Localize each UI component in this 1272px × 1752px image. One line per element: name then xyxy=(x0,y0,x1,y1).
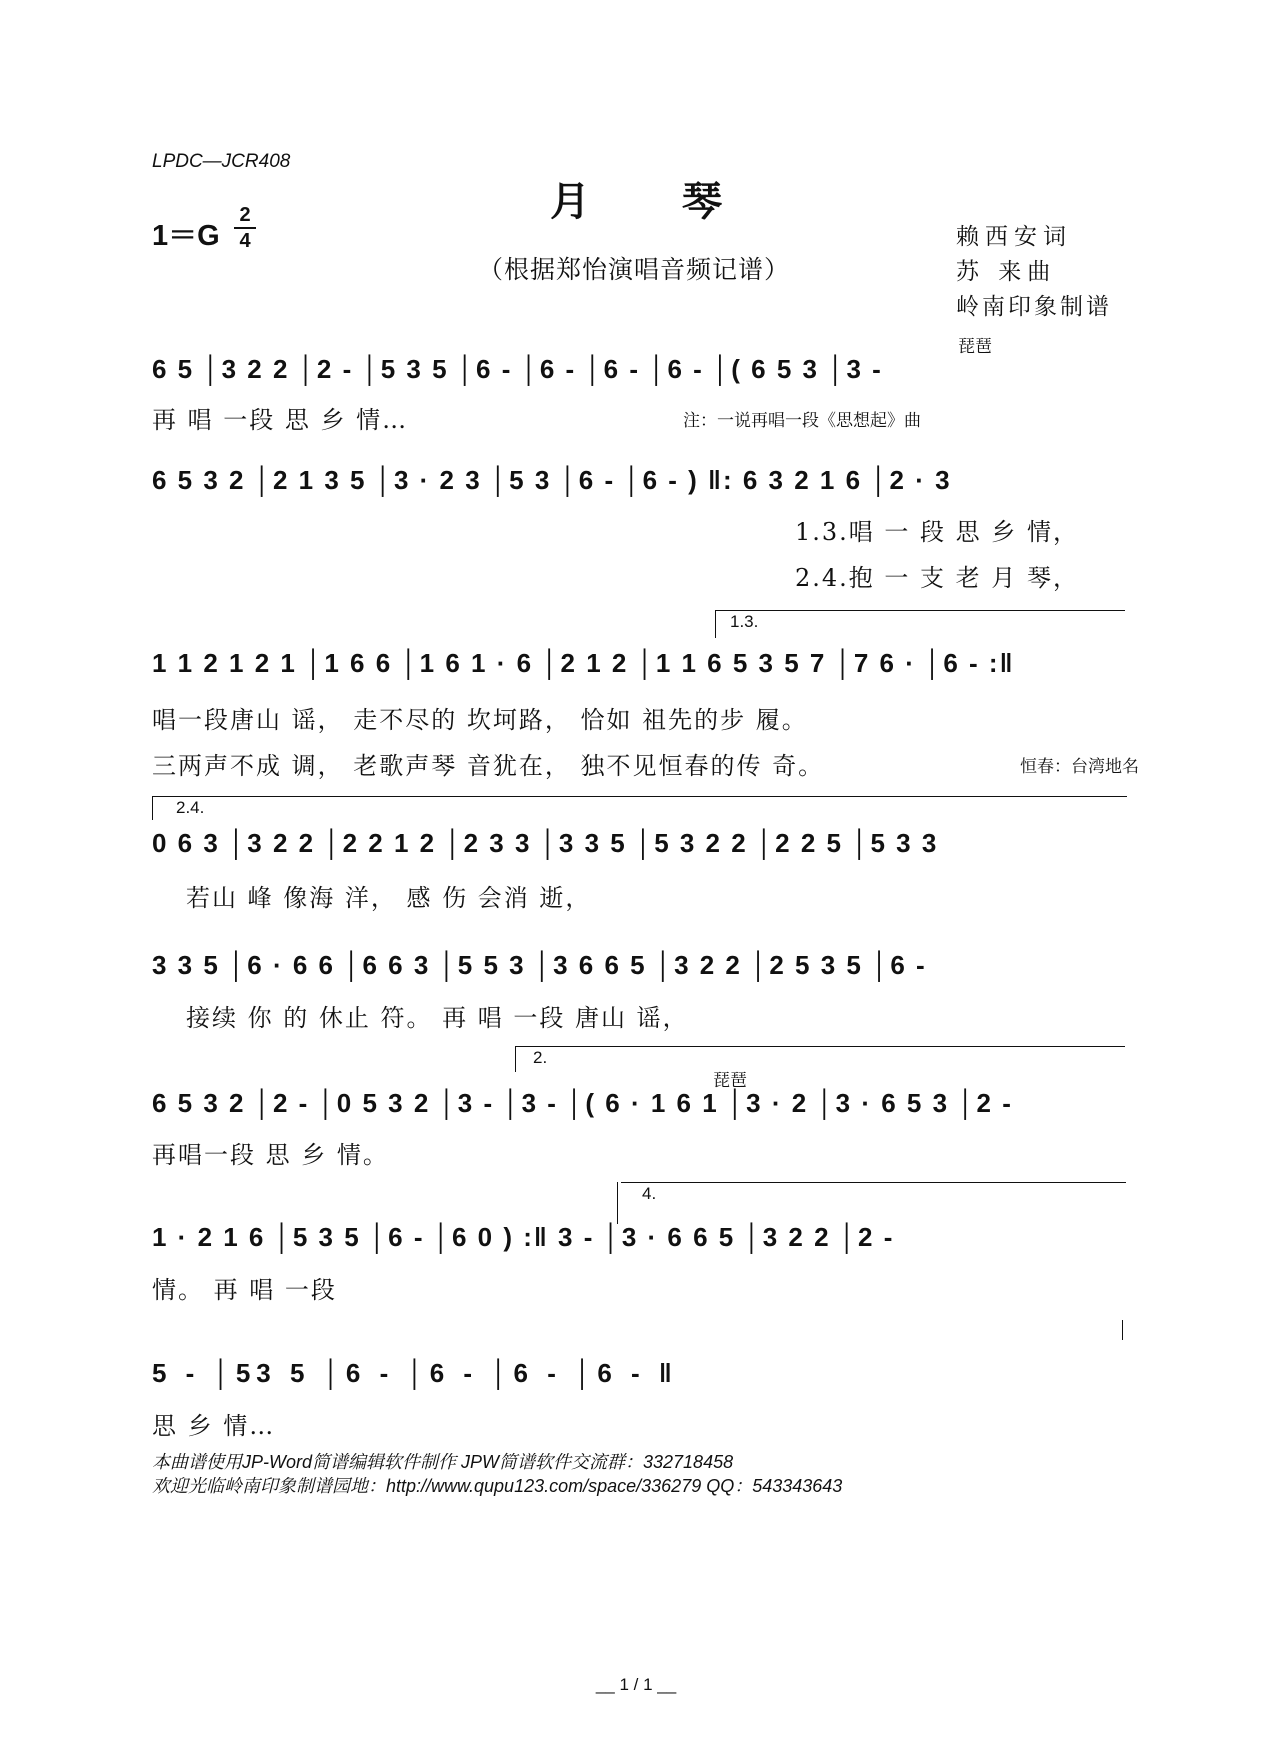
system-6-lyrics: 再唱一段 思 乡 情。 xyxy=(152,1141,389,1169)
system-2-notes: 6 5 3 2 │2 1 3 5 │3 · 2 3 │5 3 │6 - │6 - ) ‖: 6 3 2 1 6 │2 · 3 xyxy=(152,465,952,495)
system-8-lyrics: 思 乡 情… xyxy=(152,1412,276,1440)
page-number: __ 1 / 1 __ xyxy=(595,1675,677,1694)
footer-credit: 本曲谱使用JP-Word简谱编辑软件制作 JPW简谱软件交流群：332718458 xyxy=(152,1452,734,1472)
system-1-lyrics: 再 唱 一段 思 乡 情… xyxy=(152,406,409,434)
ending-marker xyxy=(1122,1320,1123,1340)
score-code: LPDC—JCR408 xyxy=(152,151,291,172)
volta-line xyxy=(715,610,1125,611)
system-1-notes: 6 5 │3 2 2 │2 - │5 3 5 │6 - │6 - │6 - │6 - │( 6 5 3 │3 - xyxy=(152,354,883,384)
system-4-lyrics: 若山 峰 像海 洋， 感 伤 会消 逝， xyxy=(186,884,592,912)
volta-label: 1.3. xyxy=(730,612,759,631)
volta-bracket xyxy=(152,796,153,820)
lyricist-credit: 赖西安词 xyxy=(956,224,1072,250)
system-1-note: 注：一说再唱一段《思想起》曲 xyxy=(683,411,921,430)
volta-bracket xyxy=(715,610,716,638)
page-title: 月琴 xyxy=(550,178,814,225)
volta-label: 2.4. xyxy=(176,798,205,817)
volta-line xyxy=(621,1182,1126,1183)
volta-label: 2. xyxy=(533,1048,548,1067)
system-7-notes: 1 · 2 1 6 │5 3 5 │6 - │6 0 ) :‖ 3 - │3 · 6 6 5 │3 2 2 │2 - xyxy=(152,1222,895,1252)
volta-line xyxy=(515,1046,1125,1047)
system-6-notes: 6 5 3 2 │2 - │0 5 3 2 │3 - │3 - │( 6 · 1 6 1 │3 · 2 │3 · 6 5 3 │2 - xyxy=(152,1088,1013,1118)
system-2-lyrics-1: 1.3.唱 一 段 思 乡 情， xyxy=(795,518,1079,546)
system-7-lyrics: 情。 再 唱 一段 xyxy=(152,1276,337,1304)
system-3-note: 恒春：台湾地名 xyxy=(1020,757,1139,776)
time-signature-rule xyxy=(234,227,256,229)
subtitle: （根据郑怡演唱音频记谱） xyxy=(478,255,791,284)
system-5-notes: 3 3 5 │6 · 6 6 │6 6 3 │5 5 3 │3 6 6 5 │3 2 2 │2 5 3 5 │6 - xyxy=(152,950,927,980)
footer-website: 欢迎光临岭南印象制谱园地：http://www.qupu123.com/space/336279 QQ：543343643 xyxy=(152,1476,843,1496)
system-4-notes: 0 6 3 │3 2 2 │2 2 1 2 │2 3 3 │3 3 5 │5 3 2 2 │2 2 5 │5 3 3 xyxy=(152,828,939,858)
time-signature-top: 2 xyxy=(239,204,251,226)
time-signature-bottom: 4 xyxy=(239,230,251,252)
annotation-pipa: 琵琶 xyxy=(958,337,992,356)
composer-credit: 苏 来曲 xyxy=(956,259,1057,285)
system-3-lyrics-2: 三两声不成 调， 老歌声琴 音犹在， 独不见恒春的传 奇。 xyxy=(152,752,825,780)
key-signature: 1＝G xyxy=(152,220,220,252)
volta-bracket xyxy=(515,1046,516,1072)
volta-label: 4. xyxy=(642,1184,657,1203)
annotation-pipa: 琵琶 xyxy=(713,1071,747,1090)
system-8-notes: 5 - │53 5 │6 - │6 - │6 - │6 - ‖ xyxy=(152,1358,678,1388)
section-end-marker xyxy=(617,1182,618,1224)
system-2-lyrics-2: 2.4.抱 一 支 老 月 琴， xyxy=(795,564,1079,592)
system-3-notes: 1 1 2 1 2 1 │1 6 6 │1 6 1 · 6 │2 1 2 │1 1 6 5 3 5 7 │7 6 · │6 - :‖ xyxy=(152,648,1015,678)
arranger-credit: 岭南印象制谱 xyxy=(956,294,1112,320)
volta-line xyxy=(152,796,1127,797)
time-signature xyxy=(234,204,256,252)
system-5-lyrics: 接续 你 的 休止 符。 再 唱 一段 唐山 谣， xyxy=(186,1004,689,1032)
system-3-lyrics-1: 唱一段唐山 谣， 走不尽的 坎坷路， 恰如 祖先的步 履。 xyxy=(152,706,808,734)
